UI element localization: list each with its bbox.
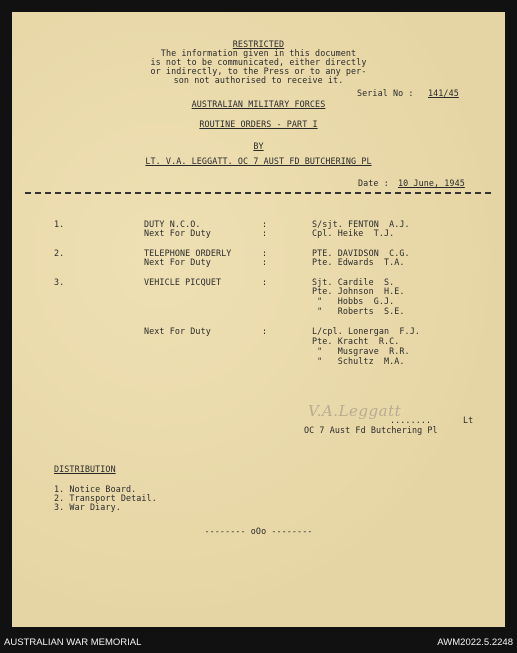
order-title: DUTY N.C.O. bbox=[144, 219, 201, 229]
order-separator: : bbox=[262, 219, 268, 229]
warning-line-3: or indirectly, to the Press or to any per- bbox=[150, 66, 367, 76]
distribution-item: 1. Notice Board. bbox=[54, 484, 137, 494]
order-title: Next For Duty bbox=[144, 228, 211, 238]
serial-value: 141/45 bbox=[428, 88, 459, 98]
warning-line-1: The information given in this document bbox=[160, 48, 357, 58]
order-name: " Hobbs G.J. bbox=[312, 296, 395, 306]
classification-heading: RESTRICTED bbox=[232, 39, 285, 49]
distribution-item: 2. Transport Detail. bbox=[54, 493, 157, 503]
handwritten-signature: V.A.Leggatt bbox=[308, 402, 402, 420]
order-name: Pte. Edwards T.A. bbox=[312, 257, 405, 267]
order-separator: : bbox=[262, 326, 268, 336]
order-name: " Musgrave R.R. bbox=[312, 346, 410, 356]
order-name: Cpl. Heike T.J. bbox=[312, 228, 395, 238]
date-label: Date : bbox=[358, 178, 389, 188]
order-type-heading: ROUTINE ORDERS - PART I bbox=[199, 119, 318, 129]
serial-label: Serial No : bbox=[357, 88, 414, 98]
order-title: TELEPHONE ORDERLY bbox=[144, 248, 232, 258]
order-number: 2. bbox=[54, 248, 65, 258]
order-separator: : bbox=[262, 277, 268, 287]
document-page bbox=[12, 12, 505, 627]
order-name: L/cpl. Lonergan F.J. bbox=[312, 326, 420, 336]
signature-unit: OC 7 Aust Fd Butchering Pl bbox=[304, 425, 438, 435]
archive-footer bbox=[0, 631, 517, 653]
order-name: " Schultz M.A. bbox=[312, 356, 405, 366]
distribution-item: 3. War Diary. bbox=[54, 502, 121, 512]
date-value: 10 June, 1945 bbox=[398, 178, 465, 188]
by-heading: BY bbox=[253, 141, 264, 151]
end-mark: -------- oOo -------- bbox=[204, 526, 313, 536]
order-title: VEHICLE PICQUET bbox=[144, 277, 222, 287]
order-title: Next For Duty bbox=[144, 326, 211, 336]
order-title: Next For Duty bbox=[144, 257, 211, 267]
warning-line-4: son not authorised to receive it. bbox=[173, 75, 344, 85]
distribution-heading: DISTRIBUTION bbox=[54, 464, 116, 474]
warning-line-2: is not to be communicated, either directly bbox=[150, 57, 367, 67]
signature-rank: Lt bbox=[463, 415, 474, 425]
order-name: Pte. Kracht R.C. bbox=[312, 336, 400, 346]
officer-heading: LT. V.A. LEGGATT. OC 7 AUST FD BUTCHERING PL bbox=[145, 156, 372, 166]
order-separator: : bbox=[262, 248, 268, 258]
dashed-divider bbox=[25, 192, 491, 194]
order-number: 1. bbox=[54, 219, 65, 229]
order-name: S/sjt. FENTON A.J. bbox=[312, 219, 410, 229]
order-name: Sjt. Cardile S. bbox=[312, 277, 395, 287]
archive-name: AUSTRALIAN WAR MEMORIAL bbox=[4, 637, 142, 648]
order-name: Pte. Johnson H.E. bbox=[312, 286, 405, 296]
order-name: PTE. DAVIDSON C.G. bbox=[312, 248, 410, 258]
archive-reference: AWM2022.5.2248 bbox=[437, 637, 513, 648]
order-name: " Roberts S.E. bbox=[312, 306, 405, 316]
order-number: 3. bbox=[54, 277, 65, 287]
order-separator: : bbox=[262, 228, 268, 238]
organisation-heading: AUSTRALIAN MILITARY FORCES bbox=[191, 99, 326, 109]
signature-dots: ........ bbox=[390, 415, 432, 425]
order-separator: : bbox=[262, 257, 268, 267]
